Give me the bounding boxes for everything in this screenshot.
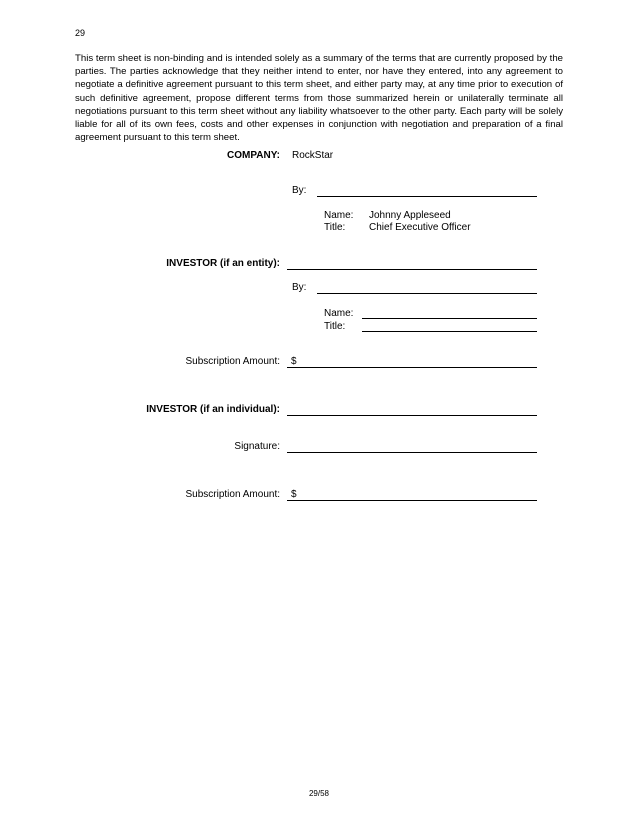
investor-individual-label: INVESTOR (if an individual): [146,404,280,415]
investor-entity-label: INVESTOR (if an entity): [166,258,280,269]
disclaimer-paragraph: This term sheet is non-binding and is intended solely as a summary of the terms that are currently proposed by the parties. The parties acknowledge that they neither intend to enter, nor have they entered, into any agreement to negotiate a definitive agreement pursuant to this term sheet, and either party may, at any time prior to execution of such definitive agreement, propose different terms from those summarized herein or unilaterally terminate all negotiations pursuant to this term sheet without any liability whatsoever to the other party. Each party will be solely liable for all of its own fees, costs and other expenses in conjunction with negotiation and preparation of a final agreement pursuant to this term sheet. [75,53,563,144]
investor-entity-subscription-line[interactable] [287,367,537,368]
investor-entity-name-label: Name: [324,308,354,319]
company-by-label: By: [292,185,307,196]
company-name-label: Name: [324,210,354,221]
investor-entity-signature-line[interactable] [317,293,537,294]
page-number-top: 29 [75,28,86,38]
investor-entity-title-field[interactable] [362,331,537,332]
investor-entity-name-field[interactable] [362,318,537,319]
investor-individual-subscription-line[interactable] [287,500,537,501]
company-label: COMPANY: [227,150,280,161]
investor-individual-signature-line[interactable] [287,452,537,453]
investor-entity-title-label: Title: [324,321,346,332]
company-signer-title: Chief Executive Officer [369,222,471,233]
investor-individual-currency: $ [291,489,297,500]
investor-individual-name-line[interactable] [287,415,537,416]
investor-entity-currency: $ [291,356,297,367]
company-title-label: Title: [324,222,346,233]
page-footer: 29/58 [308,789,330,798]
investor-entity-by-label: By: [292,282,307,293]
company-name: RockStar [292,150,334,161]
company-signature-line[interactable] [317,196,537,197]
investor-entity-subscription-label: Subscription Amount: [185,356,280,367]
company-signer-name: Johnny Appleseed [369,210,451,221]
investor-individual-signature-label: Signature: [234,441,280,452]
investor-individual-subscription-label: Subscription Amount: [185,489,280,500]
investor-entity-name-line[interactable] [287,269,537,270]
